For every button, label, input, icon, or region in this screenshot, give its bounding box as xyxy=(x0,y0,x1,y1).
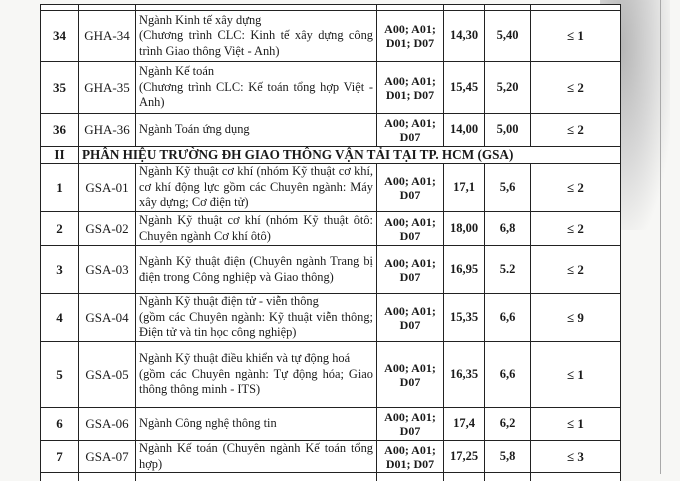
row-number: 2 xyxy=(41,212,79,246)
major-code: GSA-02 xyxy=(79,212,136,246)
major-name: Ngành Kinh tế xây dựng (Chương trình CLC: Kinh tế xây dựng công trình Giao thông Việt - Anh) xyxy=(136,11,377,62)
admission-score: 18,00 xyxy=(444,212,485,246)
row-number: 6 xyxy=(41,408,79,441)
subject-combos: A00; A01; D01; D07 xyxy=(377,62,444,114)
table-row xyxy=(41,114,621,147)
row-number: 4 xyxy=(41,294,79,342)
table-row xyxy=(41,11,621,62)
table-row xyxy=(41,212,621,246)
table-row xyxy=(41,342,621,408)
sub-criteria-score: 5,00 xyxy=(485,114,531,147)
wish-order: ≤ 2 xyxy=(531,164,621,212)
row-number: 36 xyxy=(41,114,79,147)
sub-criteria-score: 6,2 xyxy=(485,408,531,441)
sub-criteria-score: 6,6 xyxy=(485,294,531,342)
subject-combos: A00; A01; D07 xyxy=(377,114,444,147)
major-code: GSA-03 xyxy=(79,246,136,294)
wish-order: ≤ 3 xyxy=(531,441,621,473)
major-code: GSA-05 xyxy=(79,342,136,408)
major-code: GHA-35 xyxy=(79,62,136,114)
sub-criteria-score: 6,8 xyxy=(485,212,531,246)
wish-order: ≤ 2 xyxy=(531,114,621,147)
admission-scores-table xyxy=(40,4,621,481)
admission-score: 14,00 xyxy=(444,114,485,147)
sub-criteria-score: 5,40 xyxy=(485,11,531,62)
admission-score: 14,30 xyxy=(444,11,485,62)
admission-score: 17,1 xyxy=(444,164,485,212)
major-name: Ngành Kỹ thuật điều khiển và tự động hoá (gồm các Chuyên ngành: Tự động hóa; Giao thông thông minh - ITS) xyxy=(136,342,377,408)
row-number: 7 xyxy=(41,441,79,473)
subject-combos: A00; A01; D01; D07 xyxy=(377,441,444,473)
major-code: GHA-34 xyxy=(79,11,136,62)
row-number: 5 xyxy=(41,342,79,408)
major-code: GSA-01 xyxy=(79,164,136,212)
table-row xyxy=(41,246,621,294)
major-name: Ngành Kỹ thuật điện tử - viễn thông (gồm các Chuyên ngành: Kỹ thuật viễn thông; Điện tử và tin học công nghiệp) xyxy=(136,294,377,342)
wish-order: ≤ 1 xyxy=(531,11,621,62)
major-code: GSA-06 xyxy=(79,408,136,441)
major-code: GSA-04 xyxy=(79,294,136,342)
sub-criteria-score: 5.2 xyxy=(485,246,531,294)
admission-score: 16,95 xyxy=(444,246,485,294)
admission-score: 17,4 xyxy=(444,408,485,441)
sub-criteria-score: 5,20 xyxy=(485,62,531,114)
subject-combos: A00; A01; D07 xyxy=(377,212,444,246)
wish-order: ≤ 2 xyxy=(531,212,621,246)
major-code: GHA-36 xyxy=(79,114,136,147)
table-row xyxy=(41,408,621,441)
major-name: Ngành Kế toán (Chương trình CLC: Kế toán tổng hợp Việt - Anh) xyxy=(136,62,377,114)
major-name: Ngành Kỹ thuật điện (Chuyên ngành Trang bị điện trong Công nghiệp và Giao thông) xyxy=(136,246,377,294)
major-code: GSA-07 xyxy=(79,441,136,473)
major-name: Ngành Toán ứng dụng xyxy=(136,114,377,147)
subject-combos: A00; A01; D07 xyxy=(377,164,444,212)
sub-criteria-score: 5,6 xyxy=(485,164,531,212)
subject-combos: A00; A01; D07 xyxy=(377,342,444,408)
wish-order: ≤ 2 xyxy=(531,62,621,114)
major-name: Ngành Kỹ thuật cơ khí (nhóm Kỹ thuật ôtô: Chuyên ngành Cơ khí ôtô) xyxy=(136,212,377,246)
row-number: 3 xyxy=(41,246,79,294)
row-number: 35 xyxy=(41,62,79,114)
subject-combos: A00; A01; D07 xyxy=(377,408,444,441)
table-row xyxy=(41,441,621,473)
page-edge xyxy=(660,0,661,474)
sub-criteria-score: 5,8 xyxy=(485,441,531,473)
admission-score: 15,45 xyxy=(444,62,485,114)
subject-combos: A00; A01; D01; D07 xyxy=(377,11,444,62)
admission-score: 16,35 xyxy=(444,342,485,408)
wish-order: ≤ 1 xyxy=(531,408,621,441)
section-header-row xyxy=(41,147,621,164)
row-number: 34 xyxy=(41,11,79,62)
wish-order: ≤ 2 xyxy=(531,246,621,294)
admission-score: 17,25 xyxy=(444,441,485,473)
major-name: Ngành Kế toán (Chuyên ngành Kế toán tổng hợp) xyxy=(136,441,377,473)
section-number: II xyxy=(41,147,79,164)
subject-combos: A00; A01; D07 xyxy=(377,294,444,342)
row-number: 1 xyxy=(41,164,79,212)
subject-combos: A00; A01; D07 xyxy=(377,246,444,294)
section-title: PHÂN HIỆU TRƯỜNG ĐH GIAO THÔNG VẬN TẢI TẠI TP. HCM (GSA) xyxy=(79,147,621,164)
sub-criteria-score: 6,6 xyxy=(485,342,531,408)
table-row xyxy=(41,62,621,114)
admission-score: 15,35 xyxy=(444,294,485,342)
table-row xyxy=(41,294,621,342)
wish-order: ≤ 9 xyxy=(531,294,621,342)
major-name: Ngành Kỹ thuật cơ khí (nhóm Kỹ thuật cơ khí, cơ khí động lực gồm các Chuyên ngành: Máy xây dựng; Cơ điện tử) xyxy=(136,164,377,212)
table-row xyxy=(41,164,621,212)
major-name: Ngành Công nghệ thông tin xyxy=(136,408,377,441)
wish-order: ≤ 1 xyxy=(531,342,621,408)
